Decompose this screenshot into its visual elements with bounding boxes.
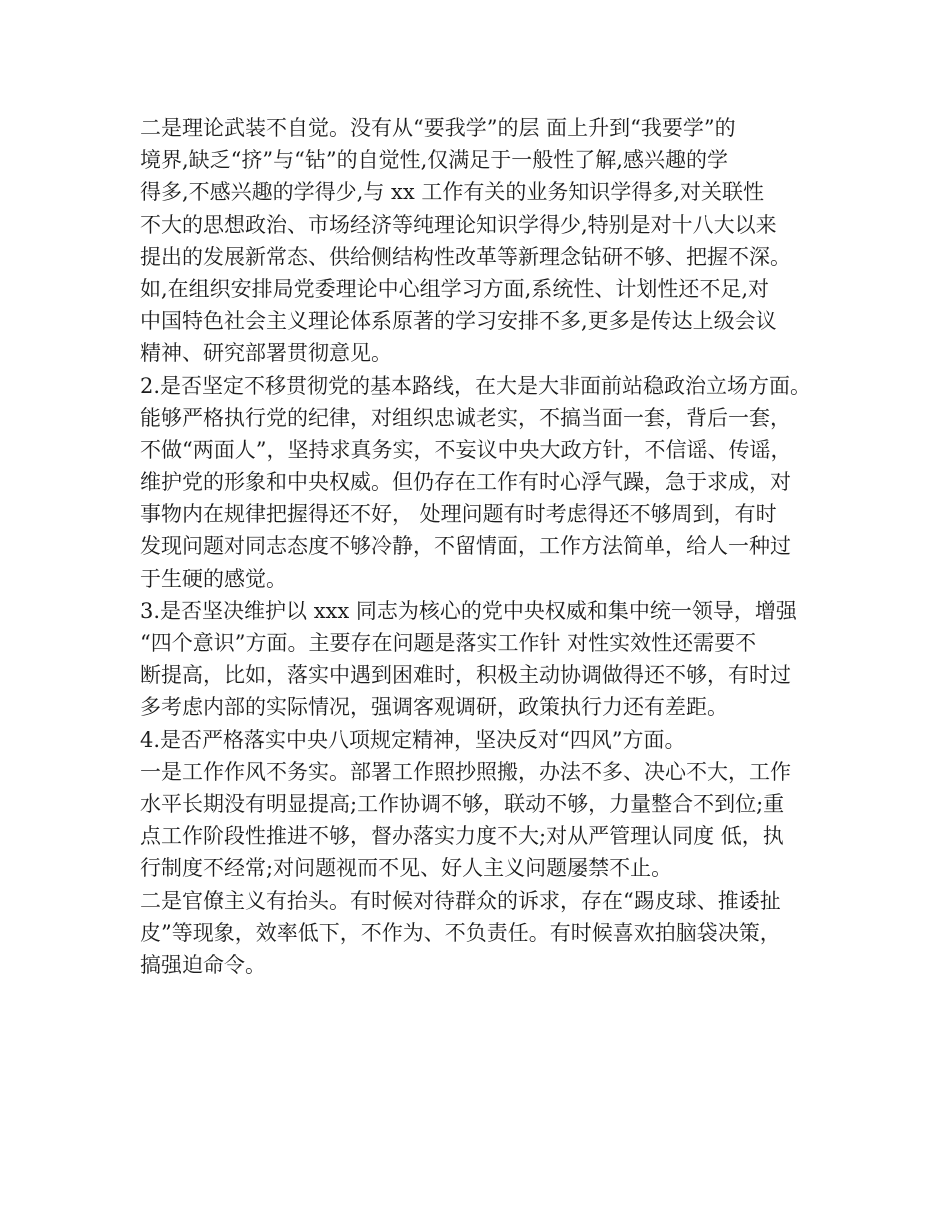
text-line: 一是工作作风不务实。部署工作照抄照搬，办法不多、决心不大，工作 [140, 759, 791, 784]
text-line: 断提高，比如，落实中遇到困难时，积极主动协调做得还不够，有时过 [140, 663, 791, 688]
text-line: 于生硬的感觉。 [140, 566, 287, 591]
text-line: 皮”等现象，效率低下，不作为、不负责任。有时候喜欢拍脑袋决策， [140, 920, 781, 945]
text-line: 如,在组织安排局党委理论中心组学习方面,系统性、计划性还不足,对 [140, 276, 770, 301]
text-line: 水平长期没有明显提高;工作协调不够，联动不够，力量整合不到位;重 [140, 791, 785, 816]
text-line: 中国特色社会主义理论体系原著的学习安排不多,更多是传达上级会议 [140, 309, 777, 334]
text-line: 3.是否坚决维护以 xxx 同志为核心的党中央权威和集中统一领导，增强 [140, 598, 797, 623]
text-line: 二是理论武装不自觉。没有从“要我学”的层 面上升到“我要学”的 [140, 116, 736, 140]
text-line: 点工作阶段性推进不够，督办落实力度不大;对从严管理认同度 低，执 [140, 824, 784, 849]
text-line: 不大的思想政治、市场经济等纯理论知识学得少,特别是对十八大以来 [140, 212, 777, 237]
text-line: 境界,缺乏“挤”与“钻”的自觉性,仅满足于一般性了解,感兴趣的学 [140, 148, 728, 173]
text-line: 二是官僚主义有抬头。有时候对待群众的诉求，存在“踢皮球、推诿扯 [140, 888, 781, 913]
text-line: 能够严格执行党的纪律，对组织忠诚老实，不搞当面一套，背后一套， [140, 405, 791, 430]
text-line: 得多,不感兴趣的学得少,与 xx 工作有关的业务知识学得多,对关联性 [140, 180, 765, 205]
text-line: 维护党的形象和中央权威。但仍存在工作有时心浮气躁，急于求成，对 [140, 470, 791, 495]
text-line: “四个意识”方面。主要存在问题是落实工作针 对性实效性还需要不 [140, 631, 757, 655]
text-line: 发现问题对同志态度不够冷静，不留情面，工作方法简单，给人一种过 [140, 534, 791, 559]
document-body [140, 112, 840, 981]
text-line: 多考虑内部的实际情况，强调客观调研，政策执行力还有差距。 [140, 695, 728, 720]
text-line: 提出的发展新常态、供给侧结构性改革等新理念钻研不够、把握不深。 [140, 244, 791, 269]
text-line: 行制度不经常;对问题视而不见、好人主义问题屡禁不止。 [140, 856, 673, 881]
text-line: 搞强迫命令。 [140, 952, 266, 977]
text-line: 事物内在规律把握得还不好， 处理问题有时考虑得还不够周到，有时 [140, 502, 777, 527]
text-line: 4.是否严格落实中央八项规定精神，坚决反对“四风”方面。 [140, 727, 686, 752]
text-line: 不做“两面人”，坚持求真务实，不妄议中央大政方针，不信谣、传谣， [140, 437, 792, 462]
text-line: 精神、研究部署贯彻意见。 [140, 341, 392, 366]
text-line: 2.是否坚定不移贯彻党的基本路线，在大是大非面前站稳政治立场方面。 [140, 373, 812, 398]
